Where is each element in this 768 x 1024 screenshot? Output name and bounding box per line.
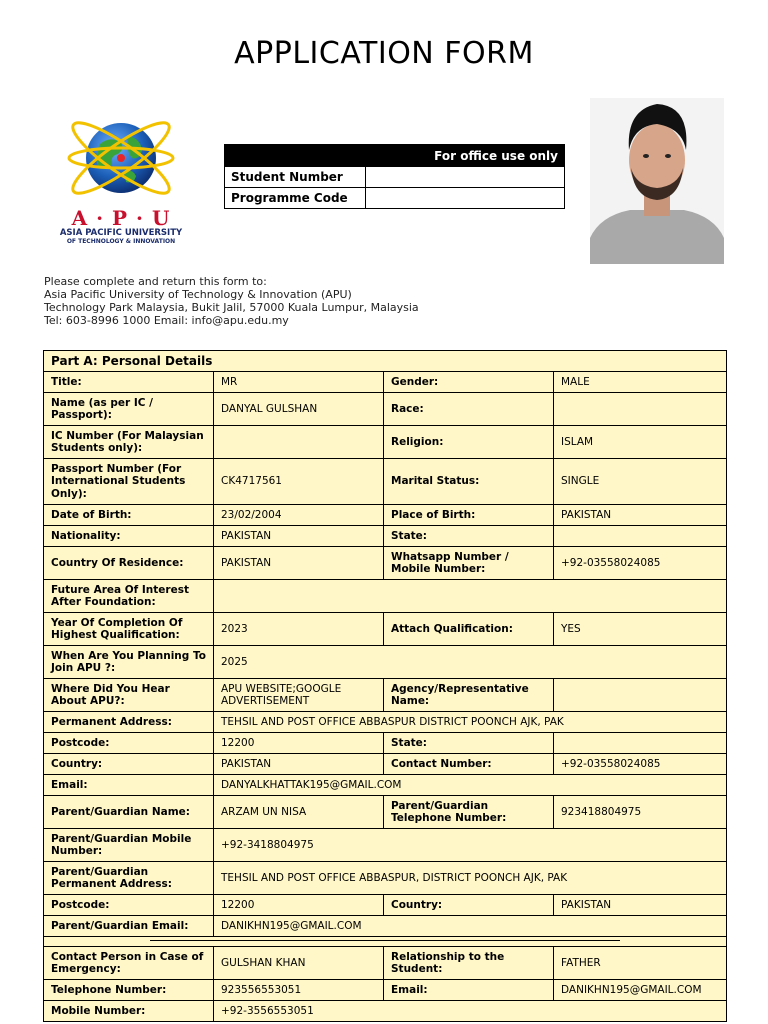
field-value[interactable]: DANIKHN195@GMAIL.COM <box>561 983 702 996</box>
form-row <box>44 526 726 547</box>
field-label: Parent/Guardian Mobile Number: <box>44 829 214 861</box>
logo-line2: OF TECHNOLOGY & INNOVATION <box>66 238 176 245</box>
field-label: Relationship to the Student: <box>384 947 554 979</box>
field-label: Telephone Number: <box>44 980 214 1000</box>
field-label: State: <box>384 733 554 753</box>
page-title: APPLICATION FORM <box>234 36 534 71</box>
form-row <box>44 1001 726 1021</box>
field-value[interactable] <box>554 526 726 546</box>
field-label: Where Did You Hear About APU?: <box>44 679 214 711</box>
form-row <box>44 796 726 829</box>
field-label: State: <box>384 526 554 546</box>
field-label: Gender: <box>384 372 554 392</box>
field-label: When Are You Planning To Join APU ?: <box>44 646 214 678</box>
field-label: Place of Birth: <box>384 505 554 525</box>
field-value[interactable]: ARZAM UN NISA <box>214 796 384 828</box>
apu-logo <box>48 112 194 248</box>
field-label: Marital Status: <box>384 459 554 504</box>
form-row <box>44 862 726 895</box>
field-label: Country: <box>384 895 554 915</box>
form-row <box>44 459 726 505</box>
return-address <box>44 275 419 327</box>
field-label: Parent/Guardian Permanent Address: <box>44 862 214 894</box>
field-label: Attach Qualification: <box>384 613 554 645</box>
form-row <box>44 393 726 426</box>
person-photo-icon <box>590 98 724 264</box>
form-row <box>44 580 726 613</box>
field-label: Agency/Representative Name: <box>384 679 554 711</box>
field-value[interactable]: 12200 <box>214 733 384 753</box>
form-row <box>44 733 726 754</box>
field-label: Country: <box>44 754 214 774</box>
field-label: Parent/Guardian Name: <box>44 796 214 828</box>
field-value[interactable]: PAKISTAN <box>214 547 384 579</box>
logo-acronym: A · P · U <box>71 206 171 230</box>
field-value[interactable]: 923556553051 <box>214 980 384 1000</box>
field-value[interactable] <box>554 733 726 753</box>
field-label: Parent/Guardian Email: <box>44 916 214 936</box>
field-value[interactable]: 23/02/2004 <box>214 505 384 525</box>
field-value[interactable]: 923418804975 <box>561 805 642 818</box>
field-value[interactable] <box>214 426 384 458</box>
field-label: Email: <box>384 980 554 1000</box>
field-value[interactable]: +92-3556553051 <box>221 1004 314 1017</box>
field-value[interactable]: SINGLE <box>561 475 600 488</box>
form-row <box>44 679 726 712</box>
field-value[interactable]: DANYALKHATTAK195@GMAIL.COM <box>221 778 402 791</box>
form-row <box>44 372 726 393</box>
field-value[interactable]: YES <box>561 622 581 635</box>
field-value[interactable]: GULSHAN KHAN <box>214 947 384 979</box>
form-row <box>44 505 726 526</box>
field-label: Contact Person in Case of Emergency: <box>44 947 214 979</box>
form-row <box>44 426 726 459</box>
field-value[interactable]: MR <box>214 372 384 392</box>
personal-details-form <box>43 350 727 1022</box>
field-label: Nationality: <box>44 526 214 546</box>
field-label: Country Of Residence: <box>44 547 214 579</box>
field-value[interactable]: MALE <box>561 375 590 388</box>
programme-code-field[interactable] <box>366 188 565 209</box>
field-label: Email: <box>44 775 214 795</box>
field-label: Permanent Address: <box>44 712 214 732</box>
field-value[interactable]: PAKISTAN <box>561 508 612 521</box>
field-label: Name (as per IC / Passport): <box>44 393 214 425</box>
field-label: Postcode: <box>44 895 214 915</box>
form-row <box>44 712 726 733</box>
programme-code-label: Programme Code <box>225 188 366 209</box>
form-row <box>44 980 726 1001</box>
field-label: Year Of Completion Of Highest Qualification: <box>44 613 214 645</box>
field-label: Contact Number: <box>384 754 554 774</box>
field-value[interactable]: ISLAM <box>561 435 594 448</box>
student-number-field[interactable] <box>366 167 565 188</box>
form-row <box>44 947 726 980</box>
form-row <box>44 895 726 916</box>
field-value[interactable] <box>554 393 726 425</box>
field-value[interactable]: PAKISTAN <box>214 754 384 774</box>
field-label: IC Number (For Malaysian Students only): <box>44 426 214 458</box>
form-row <box>44 754 726 775</box>
field-label: Whatsapp Number / Mobile Number: <box>384 547 554 579</box>
form-row <box>44 829 726 862</box>
field-label: Date of Birth: <box>44 505 214 525</box>
field-label: Passport Number (For International Students Only): <box>44 459 214 504</box>
field-value[interactable]: 2025 <box>221 655 248 668</box>
office-header: For office use only <box>225 145 565 167</box>
field-value[interactable] <box>214 580 726 612</box>
field-value[interactable]: +92-3418804975 <box>221 838 314 851</box>
field-value[interactable]: DANIKHN195@GMAIL.COM <box>221 919 362 932</box>
address-line: Technology Park Malaysia, Bukit Jalil, 57000 Kuala Lumpur, Malaysia <box>44 301 419 314</box>
field-label: Mobile Number: <box>44 1001 214 1021</box>
form-row <box>44 613 726 646</box>
office-use-table <box>224 144 565 209</box>
address-line: Asia Pacific University of Technology & Innovation (APU) <box>44 288 352 301</box>
field-value[interactable]: DANYAL GULSHAN <box>214 393 384 425</box>
field-value[interactable]: TEHSIL AND POST OFFICE ABBASPUR DISTRICT POONCH AJK, PAK <box>221 715 564 728</box>
field-value[interactable]: PAKISTAN <box>561 898 612 911</box>
field-value[interactable]: +92-03558024085 <box>561 757 661 770</box>
form-row <box>44 916 726 937</box>
form-row <box>44 775 726 796</box>
field-value[interactable]: 2023 <box>214 613 384 645</box>
section-title: Part A: Personal Details <box>44 351 726 372</box>
field-label: Race: <box>384 393 554 425</box>
field-label: Title: <box>44 372 214 392</box>
field-label: Parent/Guardian Telephone Number: <box>384 796 554 828</box>
field-value[interactable]: APU WEBSITE;GOOGLE ADVERTISEMENT <box>214 679 384 711</box>
field-value[interactable]: FATHER <box>561 956 601 969</box>
form-row <box>44 646 726 679</box>
field-label: Future Area Of Interest After Foundation: <box>44 580 214 612</box>
section-divider <box>44 937 726 947</box>
logo-line1: ASIA PACIFIC UNIVERSITY <box>59 228 183 238</box>
field-value[interactable]: CK4717561 <box>214 459 384 504</box>
field-value[interactable]: 12200 <box>214 895 384 915</box>
field-value[interactable] <box>554 679 726 711</box>
field-label: Postcode: <box>44 733 214 753</box>
field-value[interactable]: TEHSIL AND POST OFFICE ABBASPUR, DISTRICT POONCH AJK, PAK <box>221 871 568 884</box>
address-line: Tel: 603-8996 1000 Email: info@apu.edu.my <box>44 314 289 327</box>
field-value[interactable]: +92-03558024085 <box>561 556 661 569</box>
field-label: Religion: <box>384 426 554 458</box>
applicant-photo <box>590 98 724 264</box>
address-line: Please complete and return this form to: <box>44 275 267 288</box>
form-row <box>44 547 726 580</box>
field-value[interactable]: PAKISTAN <box>214 526 384 546</box>
student-number-label: Student Number <box>225 167 366 188</box>
